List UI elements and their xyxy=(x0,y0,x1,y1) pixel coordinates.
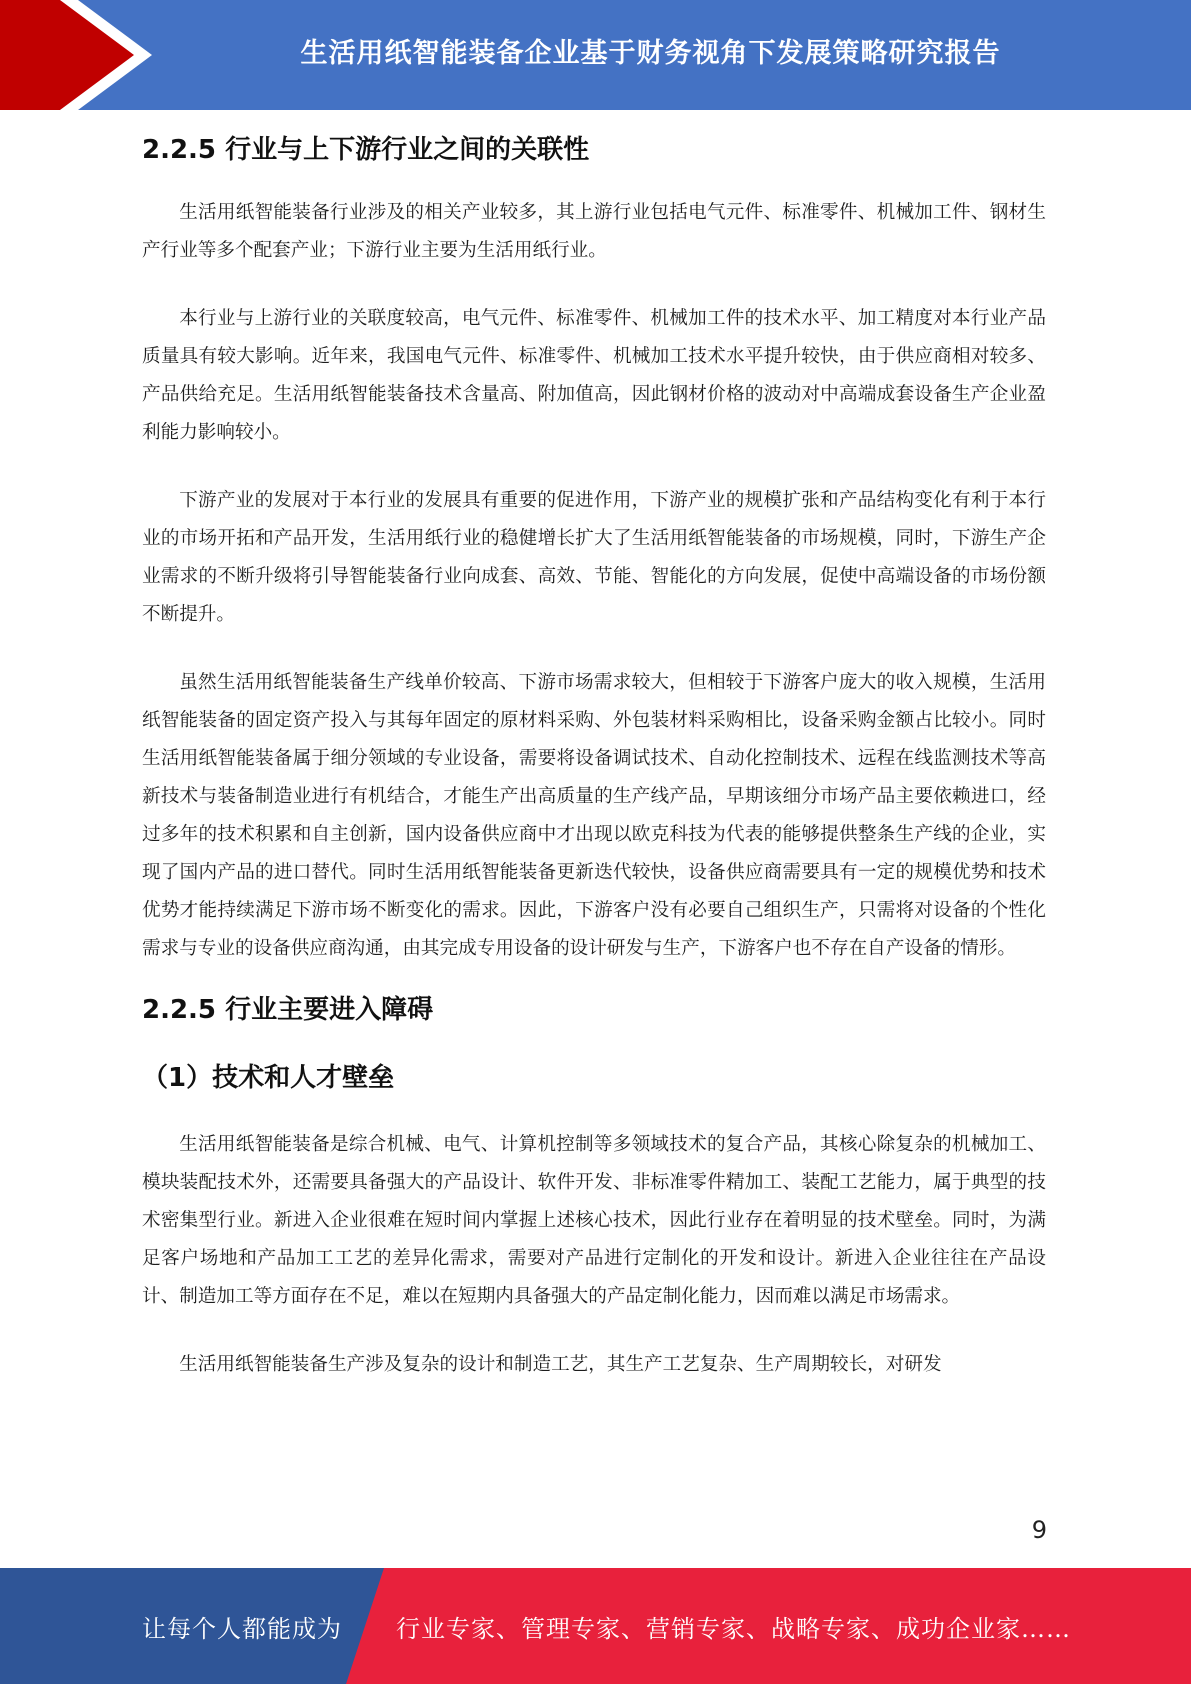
footer-slogan-right: 行业专家、管理专家、营销专家、战略专家、成功企业家…… xyxy=(396,1614,1071,1643)
paragraph: 虽然生活用纸智能装备生产线单价较高、下游市场需求较大，但相较于下游客户庞大的收入规模，生活用纸智能装备的固定资产投入与其每年固定的原材料采购、外包装材料采购相比，设备采购金额占比较小。同时生活用纸智能装备属于细分领域的专业设备，需要将设备调试技术、自动化控制技术、远程在线监测技术等高新技术与装备制造业进行有机结合，才能生产出高质量的生产线产品，早期该细分市场产品主要依赖进口，经过多年的技术积累和自主创新，国内设备供应商中才出现以欧克科技为代表的能够提供整条生产线的企业，实现了国内产品的进口替代。同时生活用纸智能装备更新迭代较快，设备供应商需要具有一定的规模优势和技术优势才能持续满足下游市场不断变化的需求。因此，下游客户没有必要自己组织生产，只需将对设备的个性化需求与专业的设备供应商沟通，由其完成专用设备的设计研发与生产，下游客户也不存在自产设备的情形。 xyxy=(142,672,1046,959)
section-heading-entry-barriers: 2.2.5 行业主要进入障碍 xyxy=(142,995,434,1025)
paragraph: 生活用纸智能装备生产涉及复杂的设计和制造工艺，其生产工艺复杂、生产周期较长，对研发 xyxy=(179,1354,942,1375)
subsection-heading-tech-talent-barrier: （1）技术和人才壁垒 xyxy=(142,1063,395,1093)
paragraph: 生活用纸智能装备行业涉及的相关产业较多，其上游行业包括电气元件、标准零件、机械加工件、钢材生产行业等多个配套产业；下游行业主要为生活用纸行业。 xyxy=(142,202,1046,261)
footer-slogan-left: 让每个人都能成为 xyxy=(142,1614,342,1643)
report-title: 生活用纸智能装备企业基于财务视角下发展策略研究报告 xyxy=(300,37,1001,69)
paragraph: 生活用纸智能装备是综合机械、电气、计算机控制等多领域技术的复合产品，其核心除复杂的机械加工、模块装配技术外，还需要具备强大的产品设计、软件开发、非标准零件精加工、装配工艺能力，属于典型的技术密集型行业。新进入企业很难在短时间内掌握上述核心技术，因此行业存在着明显的技术壁垒。同时，为满足客户场地和产品加工工艺的差异化需求，需要对产品进行定制化的开发和设计。新进入企业往往在产品设计、制造加工等方面存在不足，难以在短期内具备强大的产品定制化能力，因而难以满足市场需求。 xyxy=(142,1134,1046,1307)
section-heading-industry-linkage: 2.2.5 行业与上下游行业之间的关联性 xyxy=(142,135,590,165)
page-footer xyxy=(0,1568,1191,1684)
paragraph: 本行业与上游行业的关联度较高，电气元件、标准零件、机械加工件的技术水平、加工精度对本行业产品质量具有较大影响。近年来，我国电气元件、标准零件、机械加工技术水平提升较快，由于供应商相对较多、产品供给充足。生活用纸智能装备技术含量高、附加值高，因此钢材价格的波动对中高端成套设备生产企业盈利能力影响较小。 xyxy=(142,308,1046,443)
page-header xyxy=(0,0,1191,110)
page-body xyxy=(142,126,1046,1384)
page-number: 9 xyxy=(1031,1516,1047,1544)
paragraph: 下游产业的发展对于本行业的发展具有重要的促进作用，下游产业的规模扩张和产品结构变化有利于本行业的市场开拓和产品开发，生活用纸行业的稳健增长扩大了生活用纸智能装备的市场规模，同时，下游生产企业需求的不断升级将引导智能装备行业向成套、高效、节能、智能化的方向发展，促使中高端设备的市场份额不断提升。 xyxy=(142,490,1046,625)
